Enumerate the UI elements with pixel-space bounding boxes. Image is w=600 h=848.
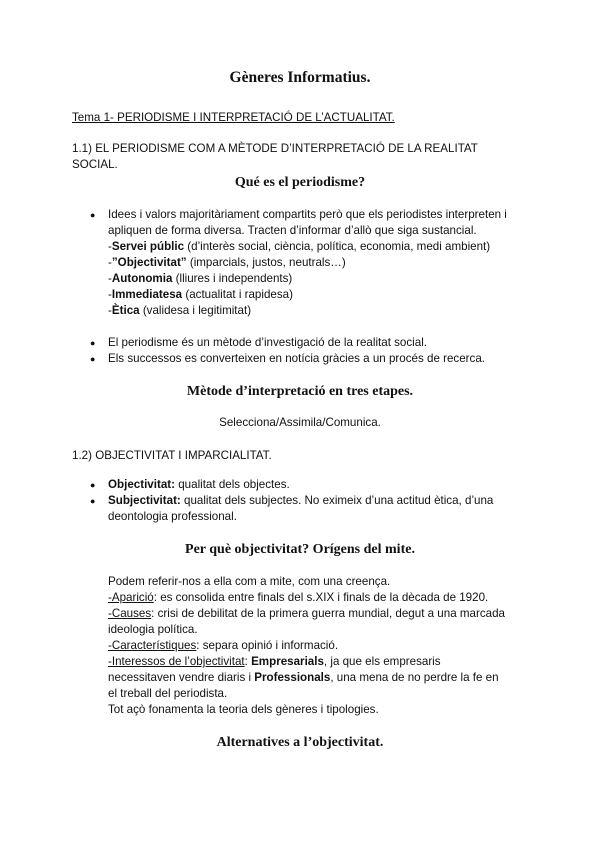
bullet-icon: ● (90, 496, 96, 506)
bullet-metode-investigacio: El periodisme és un mètode d’investigació de la realitat social. (108, 336, 427, 349)
mite-caracteristiques: -Característiques: separa opinió i informació. (108, 639, 339, 652)
tema-heading: Tema 1- PERIODISME I INTERPRETACIÓ DE L’ACTUALITAT. (72, 111, 395, 124)
section-1-1-line2: SOCIAL. (72, 158, 118, 171)
definition-subjectivitat-line2: deontologia professional. (108, 510, 237, 523)
trait-autonomia: -Autonomia (lliures i independents) (108, 272, 293, 285)
etapes-text: Selecciona/Assimila/Comunica. (219, 416, 381, 429)
section-1-1-line1: 1.1) EL PERIODISME COM A MÈTODE D’INTERPRETACIÓ DE LA REALITAT (72, 142, 478, 155)
mite-interessos: -Interessos de l’objectivitat: Empresarials, ja que els empresaris (108, 655, 441, 668)
mite-causes: -Causes: crisi de debilitat de la primera guerra mundial, degut a una marcada (108, 607, 505, 620)
bullet-ideas-line2: apliquen de forma diversa. Tracten d’informar d’allò que siga sustancial. (108, 224, 477, 237)
heading-que-es-periodisme: Qué es el periodisme? (234, 175, 366, 190)
mite-causes-line2: ideologia política. (108, 623, 198, 636)
heading-per-que-objectivitat: Per què objectivitat? Orígens del mite. (185, 542, 415, 557)
heading-metode-interpretacio: Mètode d’interpretació en tres etapes. (186, 384, 414, 399)
mite-interessos-line3: el treball del periodista. (108, 687, 228, 700)
definition-objectivitat: Objectivitat: qualitat dels objectes. (108, 478, 290, 491)
trait-servei-public: -Servei públic (d’interès social, ciència, política, economia, medi ambient) (108, 240, 491, 253)
bullet-successos: Els successos es converteixen en notícia gràcies a un procés de recerca. (108, 352, 485, 365)
trait-etica: -Ètica (validesa i legitimitat) (108, 304, 252, 317)
bullet-icon: ● (90, 338, 96, 348)
bullet-ideas-line1: Idees i valors majoritàriament compartits però que els periodistes interpreten i (108, 208, 507, 221)
trait-objectivitat: -”Objectivitat” (imparcials, justos, neutrals…) (108, 256, 346, 269)
document-title: Gèneres Informatius. (229, 69, 371, 86)
definition-subjectivitat: Subjectivitat: qualitat dels subjectes. No eximeix d’una actitud ètica, d’una (108, 494, 494, 507)
bullet-icon: ● (90, 354, 96, 364)
bullet-icon: ● (90, 480, 96, 490)
trait-immediatesa: -Immediatesa (actualitat i rapidesa) (108, 288, 293, 301)
mite-aparicio: -Aparició: es consolida entre finals del s.XIX i finals de la dècada de 1920. (108, 591, 489, 604)
mite-intro: Podem referir-nos a ella com a mite, com una creença. (108, 575, 391, 588)
mite-interessos-line2: necessitaven vendre diaris i Professionals, una mena de no perdre la fe en (108, 671, 499, 684)
heading-alternatives: Alternatives a l’objectivitat. (216, 735, 384, 750)
section-1-2-heading: 1.2) OBJECTIVITAT I IMPARCIALITAT. (72, 449, 272, 462)
bullet-icon: ● (90, 210, 96, 220)
mite-closing: Tot açò fonamenta la teoria dels gèneres i tipologies. (108, 703, 379, 716)
